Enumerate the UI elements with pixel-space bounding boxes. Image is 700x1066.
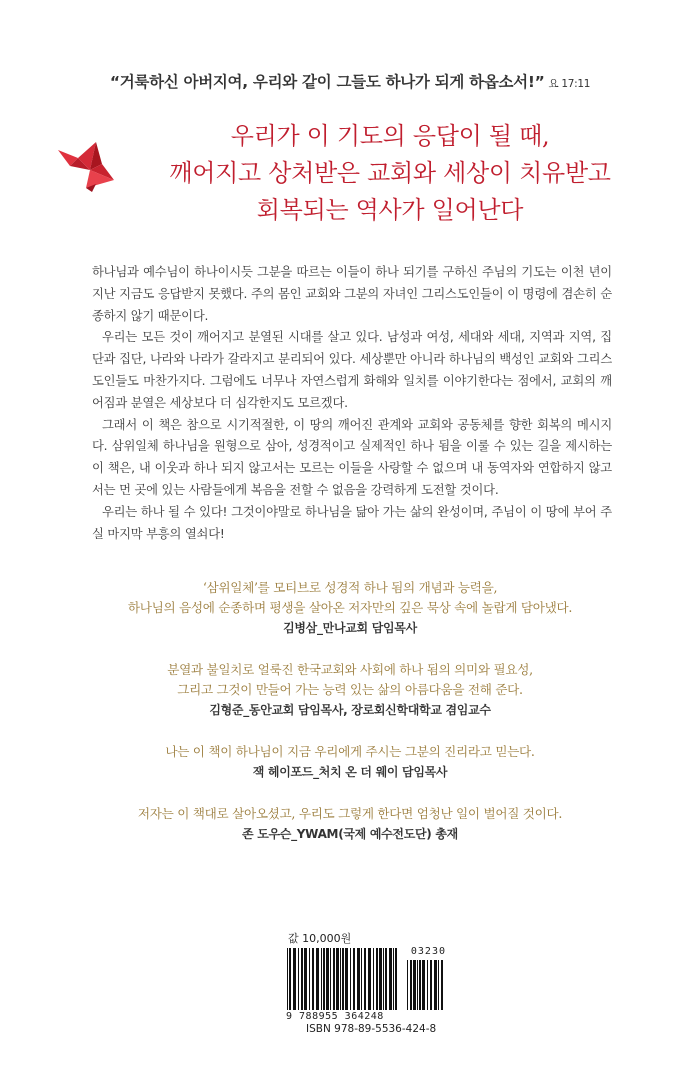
endorser: 존 도우슨_YWAM(국제 예수전도단) 총재	[242, 827, 458, 841]
endorsement-quote: 분열과 불일치로 얼룩진 한국교회와 사회에 하나 됨의 의미와 필요성,	[167, 662, 533, 677]
body-paragraph-4: 우리는 하나 될 수 있다! 그것이야말로 하나님을 닮아 가는 삶의 완성이며, 주님이 이 땅에 부어 주실 마지막 부흥의 열쇠다!	[92, 504, 612, 541]
endorsement-1	[0, 578, 700, 638]
top-quote-ref: 요 17:11	[548, 78, 591, 90]
top-quote-text: “거룩하신 아버지여, 우리와 같이 그들도 하나가 되게 하옵소서!”	[109, 73, 545, 91]
barcode-addon-icon	[406, 960, 446, 1010]
top-quote	[0, 70, 700, 92]
endorsement-quote: ‘삼위일체’를 모티브로 성경적 하나 됨의 개념과 능력을,	[202, 580, 498, 595]
endorsement-2	[0, 660, 700, 720]
endorsements	[0, 578, 700, 866]
body-text	[92, 262, 612, 545]
endorsement-quote: 그리고 그것이 만들어 가는 능력 있는 삶의 아름다움을 전해 준다.	[177, 682, 523, 697]
barcode-icon	[286, 948, 400, 1010]
body-paragraph-3: 그래서 이 책은 참으로 시기적절한, 이 땅의 깨어진 관계와 교회와 공동체를 향한 회복의 메시지다. 삼위일체 하나님을 원형으로 삼아, 성경적이고 실제적인 하나 됨을 이룰 수 있는 길을 제시하는 이 책은, 내 이웃과 하나 되지 않고서는 모르는 이들을 사랑할 수 없으며 내 동역자와 연합하지 않고서는 먼 곳에 있는 사람들에게 복음을 전할 수 없음을 강력하게 도전할 것이다.	[92, 417, 612, 497]
endorser: 김형준_동안교회 담임목사, 장로회신학대학교 겸임교수	[209, 703, 491, 717]
body-paragraph-2: 우리는 모든 것이 깨어지고 분열된 시대를 살고 있다. 남성과 여성, 세대와 세대, 지역과 지역, 집단과 집단, 나라와 나라가 갈라지고 분리되어 있다. 세상뿐만 아니라 하나님의 백성인 교회와 그리스도인들도 마찬가지다. 그럼에도 너무나 자연스럽게 화해와 일치를 이야기한다는 점에서, 교회의 깨어짐과 분열은 세상보다 더 심각한지도 모르겠다.	[92, 330, 612, 410]
body-paragraph-1: 하나님과 예수님이 하나이시듯 그분을 따르는 이들이 하나 되기를 구하신 주님의 기도는 이천 년이 지난 지금도 응답받지 못했다. 주의 몸인 교회와 그분의 자녀인 그리스도인들이 이 명령에 겸손히 순종하지 않기 때문이다.	[92, 265, 612, 323]
headline-line-1: 우리가 이 기도의 응답이 될 때,	[230, 122, 550, 150]
headline-line-2: 깨어지고 상처받은 교회와 세상이 치유받고	[169, 159, 611, 187]
barcode-addon: 03230	[410, 946, 446, 957]
barcode-digits: 9 788955 364248	[286, 1011, 384, 1022]
isbn-text: ISBN 978-89-5536-424-8	[306, 1023, 437, 1035]
endorsement-3	[0, 742, 700, 782]
endorser: 김병삼_만나교회 담임목사	[283, 621, 417, 635]
endorsement-4	[0, 804, 700, 844]
barcode-row	[286, 948, 446, 1010]
barcode-area	[286, 930, 446, 1035]
endorsement-quote: 저자는 이 책대로 살아오셨고, 우리도 그렇게 한다면 엄청난 일이 벌어질 것이다.	[137, 806, 563, 821]
price-label: 값 10,000원	[288, 932, 352, 945]
headline	[110, 118, 670, 229]
endorsement-quote: 나는 이 책이 하나님이 지금 우리에게 주시는 그분의 진리라고 믿는다.	[165, 744, 535, 759]
headline-line-3: 회복되는 역사가 일어난다	[256, 196, 524, 224]
endorsement-quote: 하나님의 음성에 순종하며 평생을 살아온 저자만의 깊은 묵상 속에 놀랍게 담아냈다.	[127, 600, 573, 615]
endorser: 잭 헤이포드_처치 온 더 웨이 담임목사	[252, 765, 448, 779]
origami-dove-icon	[56, 140, 116, 192]
